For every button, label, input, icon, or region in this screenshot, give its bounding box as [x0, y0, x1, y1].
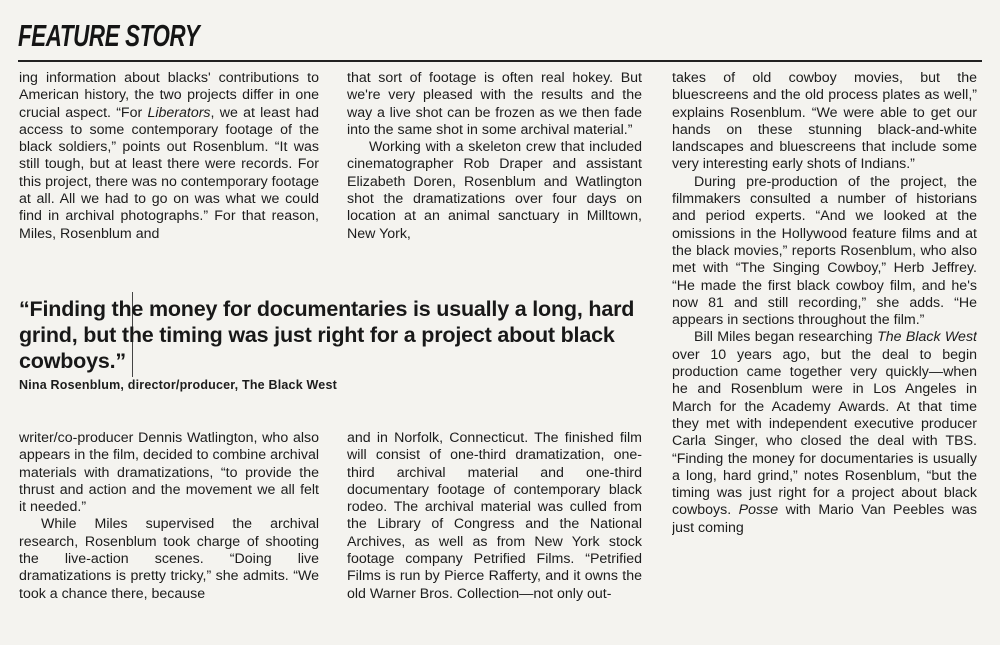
column-1-top: [19, 70, 319, 243]
pull-quote-attribution: Nina Rosenblum, director/producer, The Black West: [19, 378, 337, 392]
column-3: [672, 70, 977, 537]
paragraph: During pre-production of the project, the filmmakers consulted a number of historians and period experts. “And we looked at the omissions in the Hollywood feature films and at the black movies,” reports Rosenblum, who also met with “The Singing Cowboy,” Herb Jeffrey. “He made the first black cowboy film, and he's now 81 and still recording,” she adds. “He appears in sections throughout the film.”: [672, 173, 977, 329]
paragraph: that sort of footage is often real hokey. But we're very pleased with the results and the way a live shot can be frozen as we then fade into the same shot in some archival material.”: [347, 70, 642, 138]
paragraph: and in Norfolk, Connecticut. The finished film will consist of one-third dramatization, one-third archival material and one-third documentary footage of contemporary black rodeo. The archival material was culled from the Library of Congress and the National Archives, as well as from New York stock footage company Petrified Films. “Petrified Films is run by Pierce Rafferty, and it owns the old Warner Bros. Collection—not only out-: [347, 430, 642, 602]
paragraph: Working with a skeleton crew that included cinematographer Rob Draper and assistant Elizabeth Doren, Rosenblum and Watlington shot the dramatizations over four days on location at an animal sanctuary in Milltown, New York,: [347, 139, 642, 242]
paragraph: takes of old cowboy movies, but the bluescreens and the old process plates as well,” explains Rosenblum. “We were able to get our hands on these stunning black-and-white landscapes and bluescreens that include some very interesting early shots of Indians.”: [672, 70, 977, 173]
header-rule: [18, 60, 982, 62]
section-title: FEATURE STORY: [18, 18, 200, 53]
pull-quote: “Finding the money for documentaries is usually a long, hard grind, but the timing was just right for a project about black cowboys.”: [19, 297, 635, 373]
paragraph: writer/co-producer Dennis Watlington, who also appears in the film, decided to combine archival materials with dramatizations, “to provide the thrust and action and the movement we all felt it needed.”: [19, 430, 319, 516]
column-2-top: [347, 70, 642, 243]
paragraph: ing information about blacks' contributions to American history, the two projects differ in one crucial aspect. “For Liberators, we at least had access to some contemporary footage of the black soldiers,” points out Rosenblum. “It was still tough, but at least there were records. For this project, there was no contemporary footage at all. All we had to go on was what we could find in archival photographs.” For that reason, Miles, Rosenblum and: [19, 70, 319, 242]
paragraph: While Miles supervised the archival research, Rosenblum took charge of shooting the live-action scenes. “Doing live dramatizations is pretty tricky,” she admits. “We took a chance there, because: [19, 516, 319, 602]
column-1-bottom: [19, 430, 319, 603]
paragraph: Bill Miles began researching The Black West over 10 years ago, but the deal to begin production came together very quickly—when he and Rosenblum were in Los Angeles in March for the Academy Awards. At that time they met with independent executive producer Carla Singer, who closed the deal with TBS. “Finding the money for documentaries is usually a long, hard grind,” notes Rosenblum, “but the timing was just right for a project about black cowboys. Posse with Mario Van Peebles was just coming: [672, 329, 977, 536]
column-2-bottom: [347, 430, 642, 603]
